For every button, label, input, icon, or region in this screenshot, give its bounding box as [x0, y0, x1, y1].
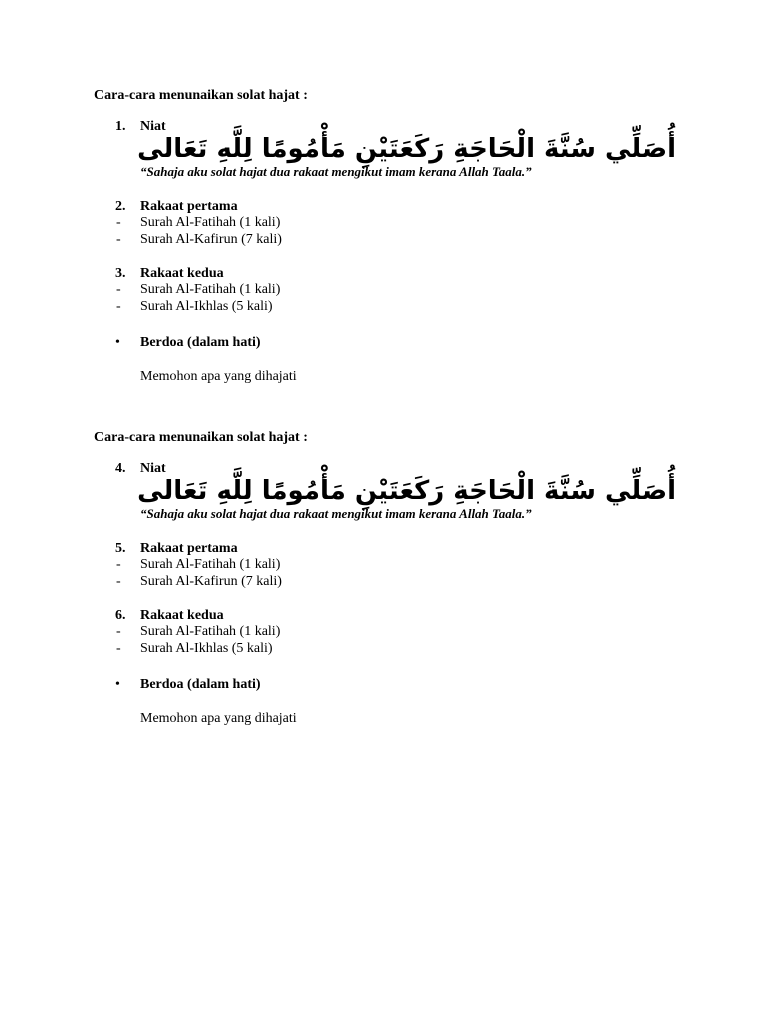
bullet-label-berdoa: Berdoa (dalam hati) — [140, 335, 261, 350]
section-heading: Cara-cara menunaikan solat hajat : — [94, 88, 308, 103]
section-heading: Cara-cara menunaikan solat hajat : — [94, 430, 308, 445]
list-item: Surah Al-Fatihah (1 kali) — [140, 624, 281, 639]
arabic-niat-text: أُصَلِّي سُنَّةَ الْحَاجَةِ رَكَعَتَيْنِ مَأْمُومًا لِلَّهِ تَعَالى — [137, 134, 676, 164]
list-item: Surah Al-Fatihah (1 kali) — [140, 282, 281, 297]
list-item: Surah Al-Ikhlas (5 kali) — [140, 641, 273, 656]
step-number: 3. — [115, 266, 126, 281]
list-dash: - — [116, 641, 121, 656]
step-label-rakaat-pertama: Rakaat pertama — [140, 199, 238, 214]
list-dash: - — [116, 574, 121, 589]
berdoa-note: Memohon apa yang dihajati — [140, 711, 297, 726]
berdoa-note: Memohon apa yang dihajati — [140, 369, 297, 384]
step-label-niat: Niat — [140, 119, 166, 134]
list-dash: - — [116, 232, 121, 247]
list-dash: - — [116, 215, 121, 230]
niat-translation: “Sahaja aku solat hajat dua rakaat mengikut imam kerana Allah Taala.” — [140, 506, 532, 521]
bullet-icon: • — [115, 677, 120, 692]
step-number: 2. — [115, 199, 126, 214]
step-number: 6. — [115, 608, 126, 623]
step-label-rakaat-kedua: Rakaat kedua — [140, 266, 224, 281]
step-label-rakaat-kedua: Rakaat kedua — [140, 608, 224, 623]
step-number: 1. — [115, 119, 126, 134]
bullet-icon: • — [115, 335, 120, 350]
list-dash: - — [116, 299, 121, 314]
list-dash: - — [116, 282, 121, 297]
list-item: Surah Al-Kafirun (7 kali) — [140, 574, 282, 589]
list-item: Surah Al-Ikhlas (5 kali) — [140, 299, 273, 314]
step-number: 5. — [115, 541, 126, 556]
list-dash: - — [116, 557, 121, 572]
niat-translation: “Sahaja aku solat hajat dua rakaat mengikut imam kerana Allah Taala.” — [140, 164, 532, 179]
step-number: 4. — [115, 461, 126, 476]
list-item: Surah Al-Kafirun (7 kali) — [140, 232, 282, 247]
bullet-label-berdoa: Berdoa (dalam hati) — [140, 677, 261, 692]
step-label-rakaat-pertama: Rakaat pertama — [140, 541, 238, 556]
arabic-niat-text: أُصَلِّي سُنَّةَ الْحَاجَةِ رَكَعَتَيْنِ مَأْمُومًا لِلَّهِ تَعَالى — [137, 476, 676, 506]
list-item: Surah Al-Fatihah (1 kali) — [140, 557, 281, 572]
list-item: Surah Al-Fatihah (1 kali) — [140, 215, 281, 230]
step-label-niat: Niat — [140, 461, 166, 476]
list-dash: - — [116, 624, 121, 639]
